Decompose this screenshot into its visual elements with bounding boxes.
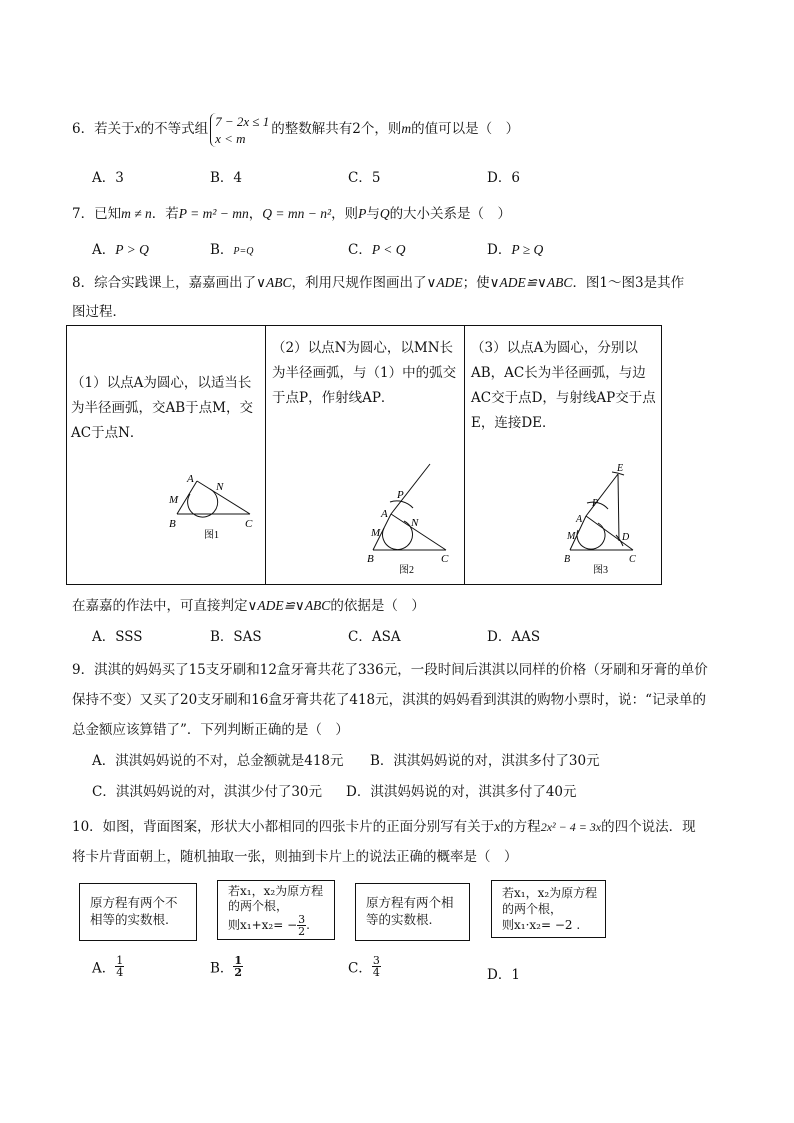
q7-text-d: 与 bbox=[366, 206, 380, 222]
fig3-segment-de bbox=[618, 474, 619, 541]
q10-card-1[interactable] bbox=[79, 883, 197, 941]
q10-option-b-num: 1 bbox=[234, 954, 243, 967]
q7-option-d-letter: D． bbox=[487, 242, 512, 258]
q9-text-1c: 盒牙膏共花了 bbox=[276, 662, 358, 678]
q7-q-expression: Q = mn − n² bbox=[262, 206, 332, 221]
q8-construction-table bbox=[66, 325, 662, 585]
q10-equation: 2x² − 4 = 3x bbox=[540, 820, 602, 834]
q9-stem-line3: 总金额应该算错了”．下列判断正确的是（ ） bbox=[72, 722, 349, 738]
q9-num-5: 16 bbox=[251, 692, 269, 708]
q7-option-c[interactable] bbox=[348, 238, 405, 258]
q7-text-e: 的大小关系是（ ） bbox=[389, 206, 512, 222]
q8-text-d: ．图1～图3是其作 bbox=[572, 275, 685, 291]
q9-option-b-num: 30 bbox=[568, 753, 587, 769]
q7-option-b-letter: B． bbox=[210, 242, 234, 258]
fig2-label-b: B bbox=[367, 553, 374, 565]
fig2-label-n: N bbox=[411, 517, 419, 529]
q8-question-congruence: ∨ADE≌∨ABC bbox=[247, 598, 331, 613]
q6-ineq-1: 7 − 2x ≤ 1 bbox=[215, 113, 270, 129]
q10-option-a-den: 4 bbox=[116, 966, 124, 979]
q8-step-3-text: （3）以点A为圆心，分别以AB，AC长为半径画弧，与边AC交于点D，与射线AP交于点E，连接DE． bbox=[471, 340, 656, 431]
q10-option-a-letter: A． bbox=[92, 960, 116, 977]
fig2-caption: 图2 bbox=[399, 565, 414, 576]
q10-card-4-line3: 则x₁·x₂= −2 . bbox=[502, 918, 581, 932]
q7-stem bbox=[72, 202, 511, 222]
q10-card-4-line2: 的两个根， bbox=[502, 902, 563, 916]
q7-option-a-expr: P > Q bbox=[115, 242, 149, 257]
q10-option-b-letter: B． bbox=[210, 960, 234, 977]
q10-option-a[interactable] bbox=[92, 955, 124, 978]
q7-option-c-expr: P < Q bbox=[371, 242, 406, 257]
q10-card-2-num: 3 bbox=[298, 913, 306, 926]
q7-p-expression: P = m² − mn bbox=[178, 206, 249, 221]
q8-option-c[interactable]: C．ASA bbox=[348, 629, 401, 645]
q6-text-c: 的整数解共有 bbox=[271, 121, 353, 137]
q10-option-c-fraction bbox=[372, 955, 381, 978]
fig3-caption: 图3 bbox=[593, 565, 608, 576]
q9-option-d-unit: 元 bbox=[563, 784, 577, 800]
q10-card-2-den: 2 bbox=[298, 925, 306, 938]
q7-option-d[interactable] bbox=[487, 238, 543, 258]
q8-figure-2 bbox=[266, 326, 465, 584]
fig1-label-b: B bbox=[169, 518, 176, 530]
q8-step-3-cell bbox=[464, 326, 661, 584]
q10-card-4[interactable] bbox=[491, 880, 606, 938]
figure-1-triangle bbox=[177, 481, 250, 517]
q9-option-a-unit: 元 bbox=[330, 753, 344, 769]
q8-step-1-cell bbox=[67, 326, 265, 584]
q6-option-a[interactable]: A．3 bbox=[92, 170, 124, 186]
q9-option-b-unit: 元 bbox=[586, 753, 600, 769]
q9-text-2c: 盒牙膏共花了 bbox=[268, 692, 350, 708]
q10-option-c-num: 3 bbox=[372, 954, 380, 967]
q10-option-c-den: 4 bbox=[372, 966, 380, 979]
q6-count: 2 bbox=[352, 121, 361, 137]
q10-card-2-line2: 的两个根， bbox=[228, 899, 289, 913]
q10-card-2-line3 bbox=[228, 914, 328, 937]
q9-option-c-num: 30 bbox=[291, 784, 309, 800]
q7-option-a-letter: A． bbox=[92, 242, 116, 258]
fig2-label-p: P bbox=[397, 489, 404, 501]
q7-option-a[interactable] bbox=[92, 238, 149, 258]
fig1-label-m: M bbox=[169, 494, 179, 506]
q10-stem-line1 bbox=[72, 815, 696, 835]
fig1-caption: 图1 bbox=[204, 530, 219, 541]
q7-option-b-expr: P=Q bbox=[233, 246, 254, 257]
q10-card-3-line2: 等的实数根. bbox=[366, 912, 433, 927]
q9-option-d-text: D．淇淇妈妈说的对，淇淇多付了 bbox=[346, 784, 546, 800]
q8-text-c: ；使 bbox=[462, 275, 490, 291]
q9-num-3: 336 bbox=[357, 662, 384, 678]
q7-text-c: ，则 bbox=[331, 206, 359, 222]
q6-var-x: x bbox=[134, 121, 141, 136]
q6-option-d[interactable]: D．6 bbox=[487, 170, 520, 186]
q10-option-d[interactable] bbox=[487, 963, 520, 983]
q8-triangle-ade: ∨ADE bbox=[426, 275, 463, 290]
fig3-label-a: A bbox=[576, 514, 583, 525]
q9-option-a-text: A．淇淇妈妈说的不对，总金额就是 bbox=[92, 753, 305, 769]
q8-step-2-cell bbox=[265, 326, 464, 584]
q10-option-c-letter: C． bbox=[348, 960, 372, 977]
q9-option-a[interactable] bbox=[92, 749, 344, 769]
q9-text-1d: 元，一段时间后淇淇以同样的价格（牙刷和牙膏的单价 bbox=[383, 662, 708, 678]
q8-figure-1 bbox=[67, 326, 265, 584]
q6-option-c[interactable]: C．5 bbox=[348, 170, 381, 186]
q10-card-1-line1: 原方程有两个不 bbox=[90, 895, 178, 910]
q10-card-3[interactable] bbox=[355, 883, 470, 941]
q6-text-d: 个，则 bbox=[360, 121, 402, 137]
q7-p: P bbox=[358, 206, 367, 221]
q10-card-2-sum: 则x₁+x₂= − bbox=[228, 918, 298, 932]
q9-option-c-text: C．淇淇妈妈说的对，淇淇少付了 bbox=[92, 784, 292, 800]
fig1-arc bbox=[188, 489, 218, 517]
fig3-label-d: D bbox=[622, 532, 630, 543]
fig3-label-p: P bbox=[592, 498, 599, 509]
q9-num-4: 20 bbox=[180, 692, 198, 708]
q10-option-d-value: 1 bbox=[511, 967, 520, 983]
fig1-label-c: C bbox=[245, 518, 253, 530]
q10-card-3-line1: 原方程有两个相 bbox=[366, 895, 454, 910]
q9-option-b[interactable] bbox=[370, 749, 600, 769]
fig3-label-m: M bbox=[567, 531, 576, 542]
q10-card-2-fraction bbox=[297, 914, 306, 937]
q7-condition: m ≠ n bbox=[121, 206, 152, 221]
q9-text-2d: 元，淇淇的妈妈看到淇淇的购物小票时，说：“记录单的 bbox=[375, 692, 707, 708]
q10-text-1c: 的四个说法．现 bbox=[601, 819, 696, 835]
q10-option-b[interactable] bbox=[210, 955, 243, 978]
q7-text-b: ．若 bbox=[151, 206, 179, 222]
q9-option-a-num: 418 bbox=[304, 753, 331, 769]
q10-card-2-line1: 若x₁，x₂为原方程 bbox=[228, 884, 324, 898]
q9-stem-line2 bbox=[72, 688, 706, 708]
q10-option-b-den: 2 bbox=[234, 966, 243, 979]
q6-text-e: 的值可以是（ ） bbox=[411, 121, 520, 137]
q6-text-b: 的不等式组 bbox=[140, 121, 209, 137]
q8-option-d[interactable]: D．AAS bbox=[487, 629, 541, 645]
q9-option-d[interactable] bbox=[346, 780, 577, 800]
fig3-ray-ae bbox=[586, 474, 618, 516]
q8-question bbox=[72, 594, 425, 614]
fig1-label-n: N bbox=[216, 481, 224, 493]
fig3-label-e: E bbox=[617, 463, 624, 474]
fig3-label-c: C bbox=[629, 554, 636, 565]
q10-option-a-fraction bbox=[115, 955, 124, 978]
q10-card-4-line1: 若x₁，x₂为原方程 bbox=[502, 886, 598, 900]
q9-text-2a: 保持不变）又买了 bbox=[72, 692, 180, 708]
q7-text-a: 7．已知 bbox=[72, 206, 122, 222]
q8-step-2-text: （2）以点N为圆心，以MN长为半径画弧，与（1）中的弧交于点P，作射线AP． bbox=[272, 340, 457, 406]
q8-option-b[interactable]: B．SAS bbox=[210, 629, 262, 645]
q8-text-b: ，利用尺规作图画出了 bbox=[291, 275, 427, 291]
q10-option-b-fraction bbox=[233, 955, 243, 978]
q10-text-1a: 10．如图，背面图案，形状大小都相同的四张卡片的正面分别写有关于 bbox=[72, 819, 495, 835]
q10-text-1b: 的方程 bbox=[500, 819, 541, 835]
fig2-label-a: A bbox=[381, 508, 388, 520]
q6-option-b[interactable]: B．4 bbox=[210, 170, 243, 186]
q10-option-a-num: 1 bbox=[116, 954, 124, 967]
q8-text-a: 8．综合实践课上，嘉嘉画出了 bbox=[72, 275, 257, 291]
fig2-side-ac bbox=[391, 514, 446, 550]
q10-stem-line2: 将卡片背面朝上，随机抽取一张，则抽到卡片上的说法正确的概率是（ ） bbox=[72, 849, 518, 865]
q6-inequality-system bbox=[210, 113, 269, 147]
q9-num-6: 418 bbox=[349, 692, 376, 708]
q9-text-2b: 支牙刷和 bbox=[197, 692, 252, 708]
q10-card-2[interactable] bbox=[217, 880, 335, 940]
q9-stem-line1 bbox=[72, 658, 708, 678]
q7-option-d-expr: P ≥ Q bbox=[511, 242, 544, 257]
fig2-label-c: C bbox=[441, 553, 449, 565]
q10-card-1-line2: 相等的实数根. bbox=[90, 912, 169, 927]
q9-option-c-unit: 元 bbox=[308, 784, 323, 800]
q10-option-d-letter: D． bbox=[487, 967, 512, 983]
q6-stem bbox=[72, 110, 519, 148]
q8-question-b: 的依据是（ ） bbox=[330, 598, 425, 614]
q7-separator: ， bbox=[248, 206, 263, 222]
q8-step-1-text: （1）以点A为圆心，以适当长为半径画弧，交AB于点M，交AC于点N． bbox=[71, 375, 253, 441]
q7-option-c-letter: C． bbox=[348, 242, 372, 258]
q8-triangle-abc: ∨ABC bbox=[256, 275, 292, 290]
q6-text-a: 6．若关于 bbox=[72, 121, 135, 137]
fig1-side-ac bbox=[197, 481, 250, 514]
fig1-side-ab bbox=[177, 481, 197, 514]
q9-option-c[interactable] bbox=[92, 780, 322, 800]
fig3-label-b: B bbox=[564, 554, 571, 565]
q9-text-1a: 9．淇淇的妈妈买了 bbox=[72, 662, 189, 678]
q6-var-m: m bbox=[401, 121, 412, 136]
q9-num-2: 12 bbox=[259, 662, 277, 678]
fig1-label-a: A bbox=[187, 473, 194, 485]
q9-text-1b: 支牙刷和 bbox=[205, 662, 260, 678]
q9-option-d-num: 40 bbox=[545, 784, 564, 800]
q10-option-c[interactable] bbox=[348, 955, 381, 978]
q6-ineq-2: x < m bbox=[215, 130, 246, 146]
q8-figure-3 bbox=[465, 326, 662, 584]
q7-q: Q bbox=[379, 206, 390, 221]
q10-var-x: x bbox=[494, 819, 501, 834]
q9-num-1: 15 bbox=[188, 662, 206, 678]
q7-option-b[interactable] bbox=[210, 238, 254, 258]
q8-stem-line2: 图过程． bbox=[72, 304, 126, 320]
fig2-label-m: M bbox=[371, 527, 381, 539]
q8-stem-line1 bbox=[72, 271, 684, 291]
q8-question-a: 在嘉嘉的作法中，可直接判定 bbox=[72, 598, 248, 614]
q9-option-b-text: B．淇淇妈妈说的对，淇淇多付了 bbox=[370, 753, 569, 769]
q10-card-2-period: . bbox=[306, 918, 310, 932]
fig2-arc-2 bbox=[390, 501, 413, 508]
q8-congruence: ∨ADE≌∨ABC bbox=[489, 275, 573, 290]
q8-option-a[interactable]: A．SSS bbox=[92, 629, 143, 645]
